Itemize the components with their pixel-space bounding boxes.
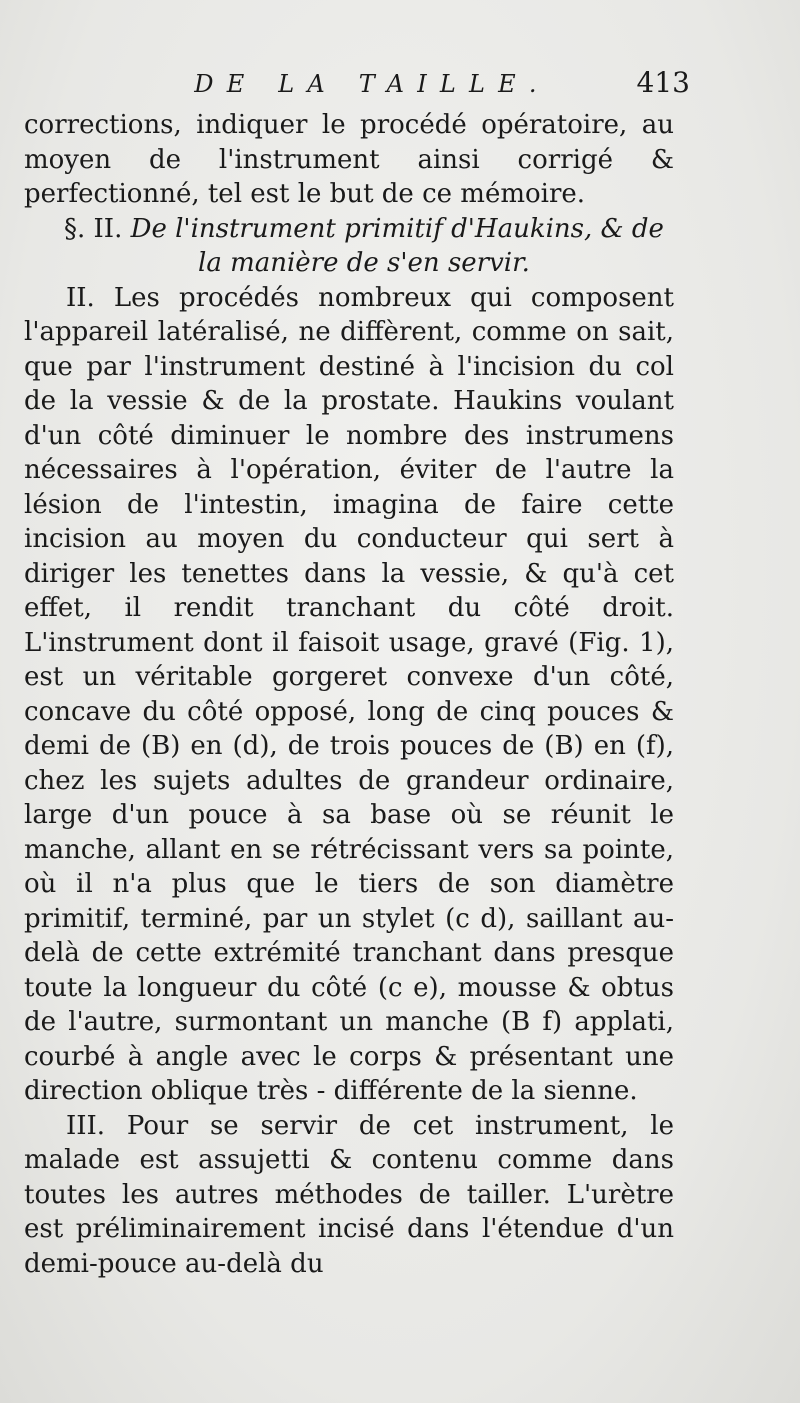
- section-heading: [24, 212, 674, 281]
- section-title-line1: De l'instrument primitif d'Haukins, & de: [130, 213, 664, 244]
- paragraph-iii: III. Pour se servir de cet instrument, le malade est assujetti & contenu comme dans toutes les autres méthodes de tailler. L'urètre est préliminairement incisé dans l'étendue d'un demi-pouce au-delà du: [24, 1110, 674, 1279]
- running-title: DE LA TAILLE.: [194, 70, 550, 98]
- text-block: [24, 108, 674, 1281]
- page-number: 413: [636, 66, 690, 99]
- running-head: [20, 62, 690, 102]
- section-label: §. II.: [64, 213, 123, 244]
- paragraph-ii: II. Les procédés nombreux qui composent l'appareil latéralisé, ne diffèrent, comme on sait, que par l'instrument destiné à l'incision du col de la vessie & de la prostate. Haukins voulant d'un côté diminuer le nombre des instrumens nécessaires à l'opération, éviter de l'autre la lésion de l'intestin, imagina de faire cette incision au moyen du conducteur qui sert à diriger les tenettes dans la vessie, & qu'à cet effet, il rendit tranchant du côté droit. L'instrument dont il faisoit usage, gravé (Fig. 1), est un véritable gorgeret convexe d'un côté, concave du côté opposé, long de cinq pouces & demi de (B) en (d), de trois pouces de (B) en (f), chez les sujets adultes de grandeur ordinaire, large d'un pouce à sa base où se réunit le manche, allant en se rétrécissant vers sa pointe, où il n'a plus que le tiers de son diamètre primitif, terminé, par un stylet (c d), saillant au-delà de cette extrémité tranchant dans presque toute la longueur du côté (c e), mousse & obtus de l'autre, surmontant un manche (B f) applati, courbé à angle avec le corps & présentant une direction oblique très - différente de la sienne.: [24, 282, 674, 1106]
- paragraph-continuation: corrections, indiquer le procédé opératoire, au moyen de l'instrument ainsi corrigé & perfectionné, tel est le but de ce mémoire.: [24, 110, 674, 209]
- section-title-line2: la manière de s'en servir.: [198, 248, 530, 278]
